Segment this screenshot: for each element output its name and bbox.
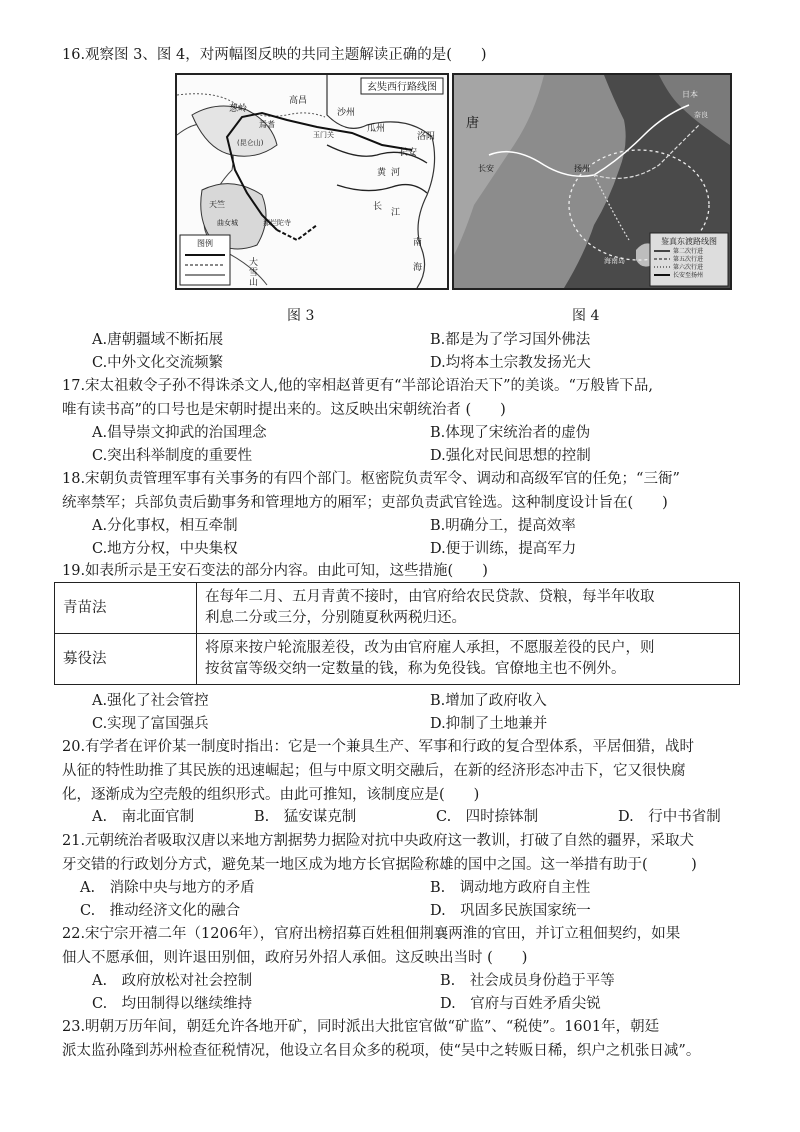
- fig4-label: 奈良: [694, 111, 708, 119]
- q16-option-d: D.均将本土宗教发扬光大: [430, 355, 591, 371]
- q21-option-a: A. 消除中央与地方的矛盾: [80, 880, 255, 896]
- q20-stem-line: 化，逐渐成为空壳般的组织形式。由此可推知，该制度应是( ): [62, 787, 480, 803]
- fig3-label: 瓜州: [367, 124, 386, 134]
- q22-stem-line: 22.宋宁宗开禧二年（1206年），官府出榜招募百姓租佃荆襄两淮的官田，并订立租佃契约，如果: [62, 926, 681, 942]
- q18-stem-line: 统率禁军；兵部负责后勤事务和管理地方的厢军；吏部负责武官铨选。这种制度设计旨在( ): [62, 495, 668, 511]
- fig3-label: 山: [249, 278, 259, 288]
- q19-table: [54, 582, 740, 685]
- q19-option-d: D.抑制了土地兼并: [430, 716, 548, 732]
- figure-4-map: [452, 73, 732, 290]
- q17-option-a: A.倡导崇文抑武的治国理念: [92, 425, 267, 441]
- xuanzang-route-map: [177, 75, 447, 288]
- q23-stem-line: 23.明朝万历年间，朝廷允许各地开矿，同时派出大批宦官做“矿监”、“税使”。1601年，朝廷: [62, 1019, 660, 1035]
- table-row: [55, 634, 740, 685]
- q20-stem-line: 从征的特性助推了其民族的迅速崛起；但与中原文明交融后，在新的经济形态冲击下，它又很快腐: [62, 763, 686, 779]
- fig3-label: 洛阳: [417, 132, 436, 142]
- q17-option-c: C.突出科举制度的重要性: [92, 448, 253, 464]
- figure-3-caption: 图 3: [287, 308, 315, 324]
- fig3-label: 大: [249, 258, 259, 268]
- q18-option-a: A.分化事权，相互牵制: [92, 518, 238, 534]
- q22-option-a: A. 政府放松对社会控制: [92, 973, 253, 989]
- table-cell-content: [197, 583, 740, 634]
- q22-option-b: B. 社会成员身份趋于平等: [440, 973, 615, 989]
- q17-option-b: B.体现了宋统治者的虚伪: [430, 425, 591, 441]
- q20-option-d: D. 行中书省制: [618, 809, 721, 825]
- fig3-title: 玄奘西行路线图: [367, 82, 437, 93]
- q19-stem: 19.如表所示是王安石变法的部分内容。由此可知，这些措施( ): [62, 563, 488, 579]
- fig4-legend-item: 长安至扬州: [673, 272, 704, 279]
- q21-option-d: D. 巩固多民族国家统一: [430, 903, 591, 919]
- fig4-label: 唐: [466, 116, 480, 131]
- q20-option-a: A. 南北面官制: [92, 809, 195, 825]
- fig3-label: 海: [413, 263, 423, 273]
- fig3-label: 天竺: [209, 200, 225, 209]
- table-cell-name: 青苗法: [55, 583, 197, 634]
- fig3-label: (昆仑山): [237, 139, 264, 147]
- q19-option-a: A.强化了社会管控: [92, 693, 209, 709]
- q21-option-b: B. 调动地方政府自主性: [430, 880, 591, 896]
- fig3-label: 焉耆: [259, 120, 275, 129]
- fig3-label: 长安: [399, 148, 418, 158]
- table-cell-content: [197, 634, 740, 685]
- fig4-legend-item: 第六次行进: [673, 264, 704, 271]
- q22-stem-line: 佃人不愿承佃，则许退田别佃，政府另外招人承佃。这反映出当时 ( ): [62, 950, 528, 966]
- fig3-label: 南: [413, 238, 423, 248]
- fig4-title: 鉴真东渡路线图: [661, 237, 717, 246]
- q19-option-c: C.实现了富国强兵: [92, 716, 209, 732]
- fig4-legend-item: 第二次行进: [673, 248, 704, 255]
- table-row: [55, 583, 740, 634]
- fig3-label: 高昌: [289, 96, 308, 106]
- figure-3-map: [175, 73, 449, 290]
- fig3-label: 河: [391, 168, 401, 178]
- fig4-legend-item: 第五次行进: [673, 256, 704, 263]
- fig3-label: 那烂陀寺: [263, 219, 291, 227]
- fig3-legend-title: 图例: [197, 239, 213, 248]
- q17-option-d: D.强化对民间思想的控制: [430, 448, 591, 464]
- table-cell-line: 将原来按户轮流服差役，改为由官府雇人承担，不愿服差役的民户，则: [205, 640, 655, 656]
- q19-option-b: B.增加了政府收入: [430, 693, 547, 709]
- q17-stem-line: 17.宋太祖敕令子孙不得诛杀文人,他的宰相赵普更有“半部论语治天下”的美谈。“万般皆下品,: [62, 378, 654, 394]
- fig3-label: 雪: [249, 268, 259, 278]
- q17-stem-line: 唯有读书高”的口号也是宋朝时提出来的。这反映出宋朝统治者 ( ): [62, 402, 506, 418]
- q21-option-c: C. 推动经济文化的融合: [80, 903, 241, 919]
- q21-stem-line: 21.元朝统治者吸取汉唐以来地方割据势力据险对抗中央政府这一教训，打破了自然的疆界，采取犬: [62, 833, 695, 849]
- table-cell-line: 在每年二月、五月青黄不接时，由官府给农民贷款、贷粮，每半年收取: [205, 589, 655, 605]
- q20-option-b: B. 猛安谋克制: [254, 809, 357, 825]
- q20-stem-line: 20.有学者在评价某一制度时指出：它是一个兼具生产、军事和行政的复合型体系，平居佃猎，战时: [62, 739, 695, 755]
- q20-option-c: C. 四时捺钵制: [436, 809, 539, 825]
- q18-option-c: C.地方分权，中央集权: [92, 541, 238, 557]
- figure-4-caption: 图 4: [572, 308, 600, 324]
- table-cell-line: 按贫富等级交纳一定数量的钱，称为免役钱。官僚地主也不例外。: [205, 661, 626, 677]
- table-cell-line: 利息二分或三分，分别随夏秋两税归还。: [205, 610, 466, 626]
- fig4-label: 日本: [682, 90, 698, 99]
- q16-option-c: C.中外文化交流频繁: [92, 355, 224, 371]
- fig4-label: 长安: [478, 164, 494, 173]
- q18-option-d: D.便于训练，提高军力: [430, 541, 577, 557]
- fig3-label: 江: [391, 208, 401, 218]
- q18-option-b: B.明确分工，提高效率: [430, 518, 576, 534]
- fig4-label: 海南岛: [604, 257, 625, 265]
- fig3-label: 葱岭: [229, 104, 248, 114]
- q22-option-d: D. 官府与百姓矛盾尖锐: [440, 996, 601, 1012]
- fig3-label: 曲女城: [217, 219, 238, 227]
- q16-option-b: B.都是为了学习国外佛法: [430, 332, 591, 348]
- q16-stem: 16.观察图 3、图 4，对两幅图反映的共同主题解读正确的是( ): [62, 47, 487, 63]
- q18-stem-line: 18.宋朝负责管理军事有关事务的有四个部门。枢密院负责军令、调动和高级军官的任免；“三衙”: [62, 471, 680, 487]
- fig3-label: 长: [373, 202, 383, 212]
- fig4-label: 扬州: [574, 164, 590, 173]
- table-cell-name: 募役法: [55, 634, 197, 685]
- jianzhen-route-map: [454, 75, 730, 288]
- fig3-label: 黄: [377, 168, 387, 178]
- fig3-label: 沙州: [337, 108, 356, 118]
- fig3-label: 玉门关: [313, 131, 334, 139]
- q16-option-a: A.唐朝疆域不断拓展: [92, 332, 224, 348]
- q21-stem-line: 牙交错的行政划分方式，避免某一地区成为地方长官据险称雄的国中之国。这一举措有助于( ): [62, 857, 697, 873]
- q23-stem-line: 派太监孙隆到苏州检查征税情况，他设立名目众多的税项，使“吴中之转贩日稀，织户之机张日减”。: [62, 1043, 701, 1059]
- q22-option-c: C. 均田制得以继续维持: [92, 996, 253, 1012]
